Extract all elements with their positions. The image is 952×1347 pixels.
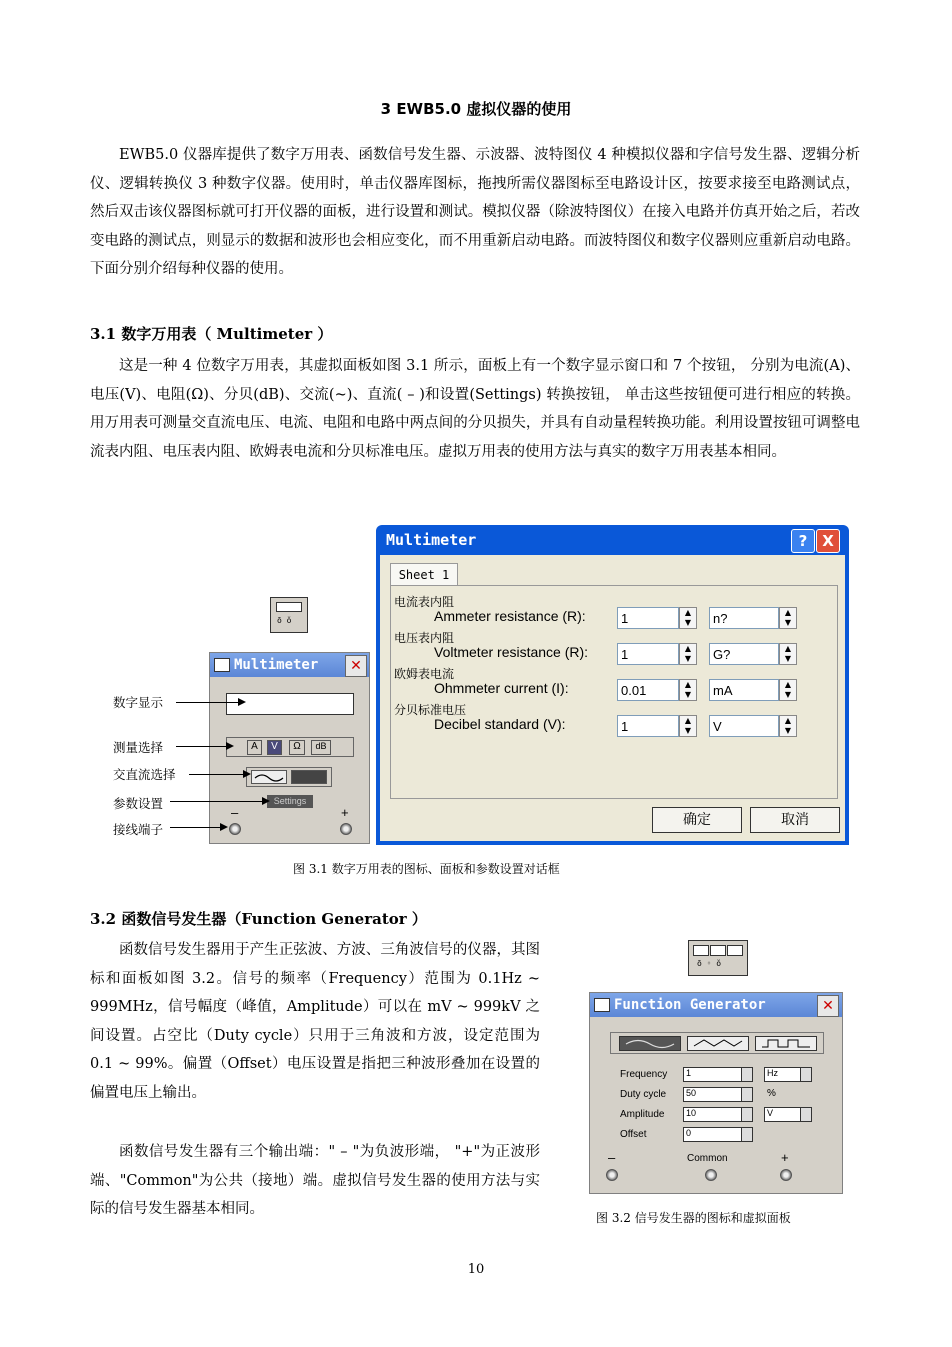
arrow-line: [176, 702, 240, 703]
fg-common-terminal[interactable]: [705, 1169, 717, 1181]
fg-duty-unit: %: [767, 1088, 776, 1099]
decibel-unit-field[interactable]: V: [709, 715, 779, 737]
arrow-line: [170, 827, 222, 828]
arrow-line: [170, 801, 264, 802]
fg-amplitude-label: Amplitude: [620, 1109, 665, 1120]
annotation-settings: 参数设置: [113, 796, 164, 811]
section-3-2-title: 3.2 函数信号发生器（Function Generator ）: [90, 910, 427, 928]
sine-wave-icon: [620, 1037, 680, 1050]
fg-frequency-field[interactable]: 1: [683, 1067, 743, 1082]
function-generator-titlebar[interactable]: [590, 993, 842, 1017]
arrow-head: [238, 698, 246, 706]
ohmmeter-unit-spinner[interactable]: ▲ ▼: [779, 679, 797, 701]
ohmmeter-value-spinner[interactable]: ▲ ▼: [679, 679, 697, 701]
square-wave-icon: [727, 945, 743, 956]
sine-wave-icon: [693, 945, 709, 956]
voltmeter-value-field[interactable]: 1: [617, 643, 679, 665]
voltmeter-unit-field[interactable]: G?: [709, 643, 779, 665]
cancel-button[interactable]: 取消: [750, 807, 840, 833]
square-button[interactable]: [755, 1036, 817, 1051]
voltmeter-value-spinner[interactable]: ▲ ▼: [679, 643, 697, 665]
arrow-head: [220, 823, 228, 831]
square-wave-icon: [756, 1037, 816, 1050]
multimeter-icon-terminals: ō ŏ: [277, 616, 292, 625]
fg-amplitude-unit-spinner[interactable]: [800, 1107, 812, 1122]
waveform-buttons: [610, 1032, 824, 1054]
fg-amplitude-spinner[interactable]: [741, 1107, 753, 1122]
negative-terminal[interactable]: [229, 823, 241, 835]
arrow-head: [262, 797, 270, 805]
fg-offset-field[interactable]: 0: [683, 1127, 743, 1142]
window-icon: [594, 998, 610, 1012]
fg-amplitude-field[interactable]: 10: [683, 1107, 743, 1122]
sine-wave-icon: [252, 771, 286, 783]
fg-duty-field[interactable]: 50: [683, 1087, 743, 1102]
fg-frequency-unit[interactable]: Hz: [764, 1067, 802, 1082]
decibel-unit-spinner[interactable]: ▲ ▼: [779, 715, 797, 737]
fg-icon-terminals: ō ◦ ŏ: [697, 959, 722, 968]
multimeter-panel-title: Multimeter: [234, 657, 319, 673]
ohmmeter-unit-field[interactable]: mA: [709, 679, 779, 701]
fg-positive-terminal[interactable]: [780, 1169, 792, 1181]
fg-offset-spinner[interactable]: [741, 1127, 753, 1142]
row-voltmeter-cn: 电压表内阻: [394, 631, 455, 645]
dc-button[interactable]: [291, 770, 327, 784]
page-heading: 3 EWB5.0 虚拟仪器的使用: [380, 100, 572, 118]
multimeter-icon-display: [276, 602, 302, 612]
fg-minus-label: –: [608, 1150, 616, 1165]
section-3-2-paragraph-1: 函数信号发生器用于产生正弦波、方波、三角波信号的仪器，其图标和面板如图 3.2。信号的频率（Frequency）范围为 0.1Hz ~ 999MHz，信号幅度（峰值，Amplitude）可以在 mV ~ 999kV 之间设置。占空比（Duty cycle）只用于三角波和方波，设定范围为 0.1 ~ 99%。偏置（Offset）电压设置是指把三种波形叠加在设置的偏置电压上输出。: [90, 942, 540, 1101]
window-icon: [214, 658, 230, 672]
row-decibel-en: Decibel standard (V):: [434, 716, 566, 732]
ac-dc-buttons: [246, 767, 332, 787]
minus-label: –: [231, 805, 239, 820]
fg-plus-label: +: [781, 1150, 789, 1165]
button-dB[interactable]: dB: [311, 740, 331, 755]
close-icon[interactable]: ✕: [817, 995, 839, 1017]
page-number: 10: [467, 1262, 485, 1277]
figure-3-2-caption: 图 3.2 信号发生器的图标和虚拟面板: [596, 1211, 791, 1225]
fg-common-label: Common: [687, 1153, 728, 1164]
figure-3-1-caption: 图 3.1 数字万用表的图标、面板和参数设置对话框: [293, 862, 560, 876]
fg-amplitude-unit[interactable]: V: [764, 1107, 802, 1122]
triangle-wave-icon: [688, 1037, 748, 1050]
decibel-value-field[interactable]: 1: [617, 715, 679, 737]
annotation-ac-dc-select: 交直流选择: [113, 767, 176, 782]
fg-duty-label: Duty cycle: [620, 1089, 667, 1100]
row-ohmmeter-en: Ohmmeter current (I):: [434, 680, 569, 696]
dialog-title: Multimeter: [386, 531, 477, 549]
fg-negative-terminal[interactable]: [606, 1169, 618, 1181]
dialog-close-button[interactable]: X: [816, 529, 840, 553]
row-voltmeter-en: Voltmeter resistance (R):: [434, 644, 589, 660]
close-icon[interactable]: ✕: [345, 655, 367, 677]
ohmmeter-value-field[interactable]: 0.01: [617, 679, 679, 701]
arrow-head: [243, 770, 251, 778]
arrow-line: [189, 774, 245, 775]
function-generator-title: Function Generator: [614, 997, 766, 1013]
intro-paragraph: EWB5.0 仪器库提供了数字万用表、函数信号发生器、示波器、波特图仪 4 种模拟仪器和字信号发生器、逻辑分析仪、逻辑转换仪 3 种数字仪器。使用时，单击仪器库图标，拖拽所需仪器图标至电路设计区，按要求接至电路测试点，然后双击该仪器图标就可打开仪器的面板，进行设置和测试。模拟仪器（除波特图仪）在接入电路并仿真开始之后，若改变电路的测试点，则显示的数据和波形也会相应变化，而不用重新启动电路。而波特图仪和数字仪器则应重新启动电路。下面分别介绍每种仪器的使用。: [90, 147, 860, 277]
annotation-digital-display: 数字显示: [113, 695, 164, 710]
section-3-2-paragraph-2: 函数信号发生器有三个输出端：" – "为负波形端， "+"为正波形端、"Common"为公共（接地）端。虚拟信号发生器的使用方法与实际的信号发生器基本相同。: [90, 1144, 540, 1217]
fg-frequency-spinner[interactable]: [741, 1067, 753, 1082]
multimeter-icon[interactable]: [270, 597, 308, 633]
fg-offset-label: Offset: [620, 1129, 647, 1140]
plus-label: +: [341, 805, 349, 820]
section-3-1-paragraph: 这是一种 4 位数字万用表，其虚拟面板如图 3.1 所示，面板上有一个数字显示窗口和 7 个按钮， 分别为电流(A)、 电压(V)、电阻(Ω)、分贝(dB)、交流(~)、直流( – )和设置(Settings) 转换按钮， 单击这些按钮便可进行相应的转换。 用万用表可测量交直流电压、电流、电阻和电路中两点间的分贝损失，并具有自动量程转换功能。利用设置按钮可调整电流表内阻、电压表内阻、欧姆表电流和分贝标准电压。虚拟万用表的使用方法与真实的数字万用表基本相同。: [90, 358, 860, 460]
arrow-line: [176, 746, 228, 747]
ammeter-value-spinner[interactable]: ▲ ▼: [679, 607, 697, 629]
arrow-head: [226, 742, 234, 750]
ammeter-value-field[interactable]: 1: [617, 607, 679, 629]
measure-buttons: [226, 737, 354, 757]
annotation-measure-select: 测量选择: [113, 740, 164, 755]
voltmeter-unit-spinner[interactable]: ▲ ▼: [779, 643, 797, 665]
triangle-wave-icon: [710, 945, 726, 956]
button-A[interactable]: A: [247, 740, 262, 755]
sine-button[interactable]: [619, 1036, 681, 1051]
triangle-button[interactable]: [687, 1036, 749, 1051]
function-generator-panel[interactable]: [589, 992, 843, 1194]
fg-frequency-unit-spinner[interactable]: [800, 1067, 812, 1082]
help-button[interactable]: ?: [791, 529, 815, 553]
fg-duty-spinner[interactable]: [741, 1087, 753, 1102]
fg-frequency-label: Frequency: [620, 1069, 668, 1080]
section-3-1-title: 3.1 数字万用表（ Multimeter ）: [90, 325, 333, 343]
ammeter-unit-spinner[interactable]: ▲ ▼: [779, 607, 797, 629]
ammeter-unit-field[interactable]: n?: [709, 607, 779, 629]
tab-sheet-1[interactable]: Sheet 1: [390, 563, 458, 586]
button-ohm[interactable]: Ω: [289, 740, 305, 755]
decibel-value-spinner[interactable]: ▲ ▼: [679, 715, 697, 737]
button-V[interactable]: V: [267, 740, 282, 755]
row-ohmmeter-cn: 欧姆表电流: [394, 667, 455, 681]
ac-button[interactable]: [251, 770, 287, 784]
annotation-terminals: 接线端子: [113, 822, 164, 837]
ok-button[interactable]: 确定: [652, 807, 742, 833]
function-generator-icon[interactable]: [688, 940, 748, 976]
positive-terminal[interactable]: [340, 823, 352, 835]
dialog-body: [380, 555, 845, 841]
settings-button[interactable]: Settings: [267, 795, 313, 808]
row-ammeter-cn: 电流表内阻: [394, 595, 455, 609]
row-ammeter-en: Ammeter resistance (R):: [434, 608, 586, 624]
row-decibel-cn: 分贝标准电压: [394, 703, 467, 717]
multimeter-settings-dialog[interactable]: [376, 525, 849, 845]
